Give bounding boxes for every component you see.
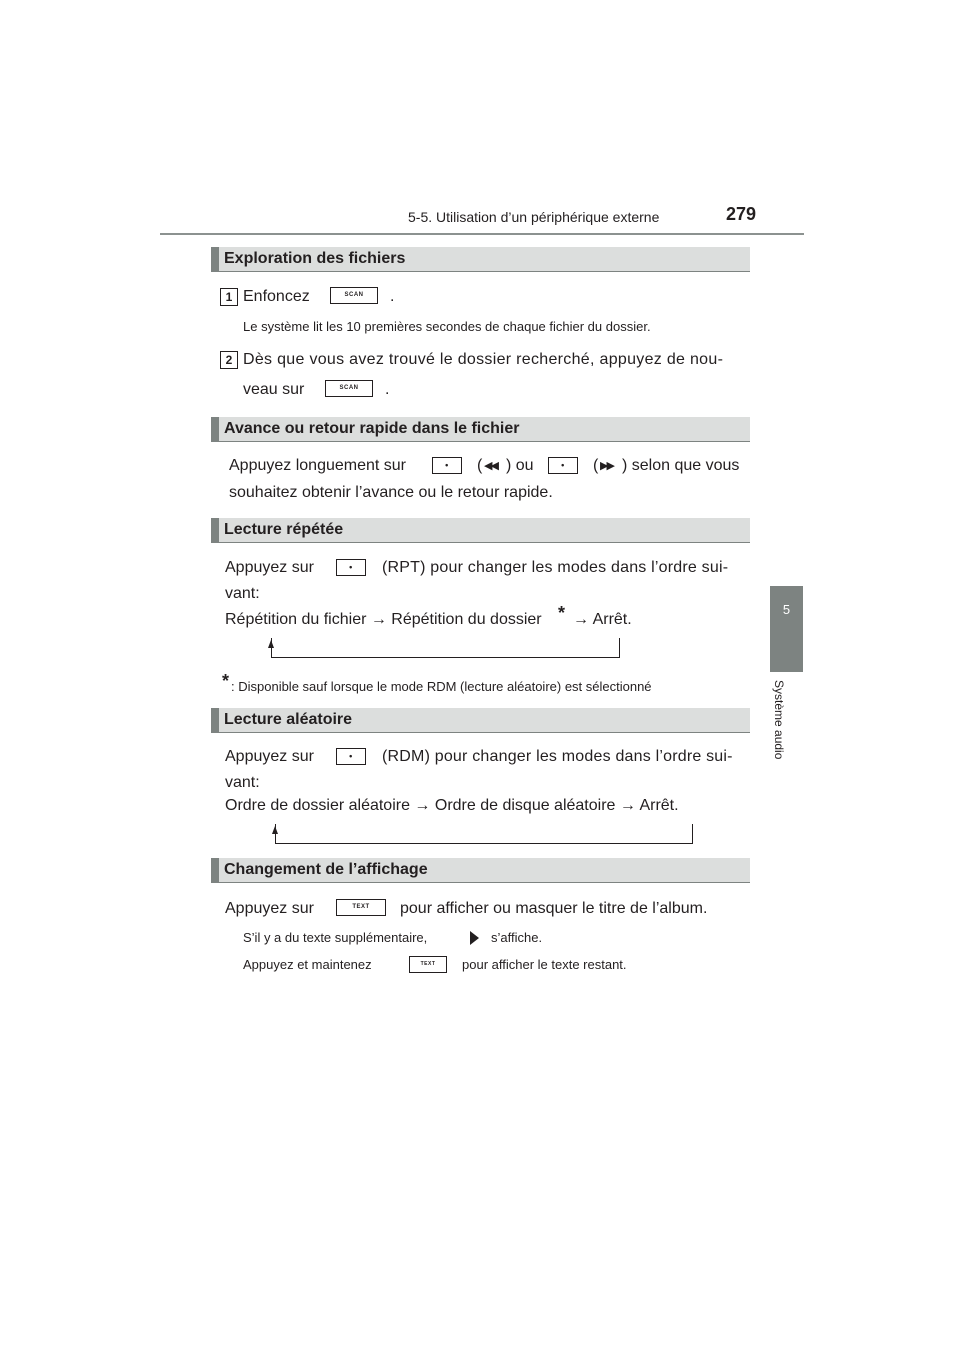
repeat-line1-a: Appuyez sur [225, 559, 314, 576]
footnote-star: * [558, 603, 566, 623]
fast-forward-icon: ▶▶ [600, 460, 613, 472]
section-heading-repeat [211, 518, 750, 543]
section-heading-fast [211, 417, 750, 442]
repeat-line2: vant: [225, 585, 260, 602]
fast-or: ) ou [506, 457, 534, 474]
text-button-icon: TEXT [336, 899, 386, 916]
chapter-label: Système audio [772, 680, 786, 760]
header-divider [160, 233, 804, 235]
preset-button-icon [548, 457, 578, 474]
display-note1-b: s’affiche. [491, 930, 543, 945]
repeat-line3-a: Répétition du fichier → Répétition du dossier [225, 611, 542, 628]
scan-button-icon: SCAN [325, 380, 373, 397]
step2-period: . [385, 381, 390, 398]
step-number-2: 2 [220, 351, 238, 369]
random-line1-a: Appuyez sur [225, 748, 314, 765]
random-line2: vant: [225, 774, 260, 791]
page-number: 279 [726, 204, 757, 224]
footnote-star-marker: * [222, 671, 230, 691]
display-line1-b: pour afficher ou masquer le titre de l’album. [400, 900, 708, 917]
footnote-text: : Disponible sauf lorsque le mode RDM (lecture aléatoire) est sélectionné [231, 679, 652, 694]
repeat-line3-b: → Arrêt. [573, 611, 632, 628]
section-title: Avance ou retour rapide dans le fichier [224, 420, 520, 437]
section-title: Lecture aléatoire [224, 711, 353, 728]
text-button-icon: TEXT [409, 956, 447, 973]
preset-button-icon [336, 559, 366, 576]
step1-note: Le système lit les 10 premières secondes de chaque fichier du dossier. [243, 319, 651, 334]
cycle-return-line [271, 638, 620, 658]
section-title: Changement de l’affichage [224, 861, 428, 878]
display-note1-a: S’il y a du texte supplémentaire, [243, 930, 428, 945]
more-text-arrow-icon [470, 931, 479, 945]
step2-line1: Dès que vous avez trouvé le dossier recherché, appuyez de nou- [243, 351, 724, 368]
random-line1-b: (RDM) pour changer les modes dans l’ordre sui- [382, 748, 733, 765]
preset-button-icon [432, 457, 462, 474]
section-heading-random [211, 708, 750, 733]
section-heading-exploration [211, 247, 750, 272]
step1-text: Enfoncez [243, 288, 310, 305]
rewind-icon: ◀◀ [484, 460, 497, 472]
section-heading-display [211, 858, 750, 883]
header-section-title: 5-5. Utilisation d’un périphérique externe [408, 209, 660, 225]
step1-period: . [390, 288, 395, 305]
display-note2-a: Appuyez et maintenez [243, 957, 372, 972]
scan-button-icon: SCAN [330, 287, 378, 304]
fast-line2: souhaitez obtenir l’avance ou le retour rapide. [229, 484, 553, 501]
random-line3: Ordre de dossier aléatoire → Ordre de disque aléatoire → Arrêt. [225, 797, 679, 814]
step2-line2: veau sur [243, 381, 305, 398]
chapter-tab [770, 586, 803, 672]
fast-paren-open-2: ( [593, 457, 599, 474]
repeat-line1-b: (RPT) pour changer les modes dans l’ordre sui- [382, 559, 729, 576]
section-title: Lecture répétée [224, 521, 344, 538]
fast-line1-a: Appuyez longuement sur [229, 457, 406, 474]
preset-button-icon [336, 748, 366, 765]
fast-line1-e: ) selon que vous [622, 457, 740, 474]
display-note2-b: pour afficher le texte restant. [462, 957, 627, 972]
section-title: Exploration des fichiers [224, 250, 406, 267]
fast-paren-open: ( [477, 457, 483, 474]
cycle-return-line [275, 824, 693, 844]
chapter-number: 5 [782, 602, 791, 617]
step-number-1: 1 [220, 288, 238, 306]
display-line1-a: Appuyez sur [225, 900, 314, 917]
